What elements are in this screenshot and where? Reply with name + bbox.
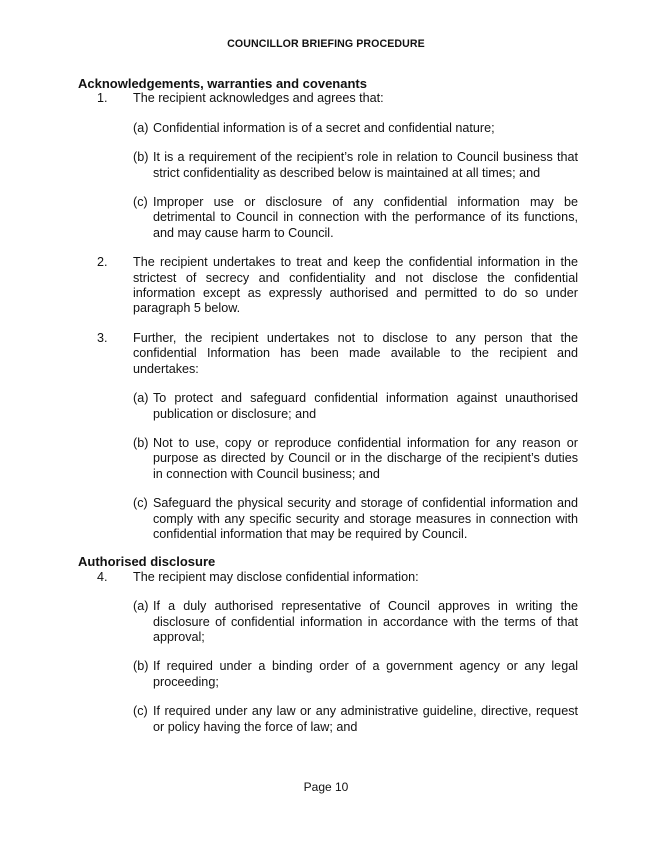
sub-item-label: (c) xyxy=(133,704,148,719)
sub-item-label: (c) xyxy=(133,496,148,511)
numbered-paragraph xyxy=(78,91,578,106)
sub-item-label: (b) xyxy=(133,435,149,450)
sub-item-text: Safeguard the physical security and storage of confidential information and comply with any specific security and storage measures in connection with confidential information that may be required by Council. xyxy=(153,496,578,541)
sub-item-label: (a) xyxy=(133,599,149,614)
numbered-paragraph xyxy=(78,331,578,377)
sub-item xyxy=(78,599,578,645)
sub-item-text: It is a requirement of the recipient’s role in relation to Council business that strict confidentiality as described below is maintained at all times; and xyxy=(153,150,578,180)
paragraph-number: 3. xyxy=(97,330,108,345)
sub-item xyxy=(78,436,578,482)
paragraph-number: 1. xyxy=(97,91,108,106)
sub-item-text: Not to use, copy or reproduce confidential information for any reason or purpose as directed by Council or in the discharge of the recipient’s duties in connection with Council business; and xyxy=(153,435,578,481)
numbered-paragraph xyxy=(78,570,578,585)
paragraph-text: The recipient undertakes to treat and keep the confidential information in the strictest of secrecy and confidentiality and not disclose the confidential information except as expressly authorised and permitted to do so under paragraph 5 below. xyxy=(133,255,578,316)
sub-item-text: If required under any law or any administrative guideline, directive, request or policy having the force of law; and xyxy=(153,704,578,734)
sub-item xyxy=(78,121,578,136)
sub-item xyxy=(78,150,578,181)
sub-item-text: Improper use or disclosure of any confidential information may be detrimental to Council in connection with the performance of its functions, and may cause harm to Council. xyxy=(153,195,578,240)
sub-item xyxy=(78,704,578,735)
page-number: Page 10 xyxy=(303,780,349,794)
sub-item-label: (b) xyxy=(133,659,149,674)
sub-item-label: (c) xyxy=(133,195,148,210)
document-body xyxy=(78,76,578,735)
paragraph-text: The recipient may disclose confidential information: xyxy=(133,569,419,584)
paragraph-text: Further, the recipient undertakes not to disclose to any person that the confidential Information has been made available to the recipient and undertakes: xyxy=(133,330,578,376)
sub-item xyxy=(78,496,578,542)
sub-item-label: (b) xyxy=(133,150,149,165)
sub-item-text: To protect and safeguard confidential information against unauthorised publication or disclosure; and xyxy=(153,391,578,421)
paragraph-number: 4. xyxy=(97,569,108,584)
sub-item xyxy=(78,195,578,241)
sub-item-text: Confidential information is of a secret and confidential nature; xyxy=(153,120,495,135)
sub-item-text: If a duly authorised representative of Council approves in writing the disclosure of confidential information in accordance with the terms of that approval; xyxy=(153,599,578,644)
sub-item-label: (a) xyxy=(133,391,149,406)
numbered-paragraph xyxy=(78,255,578,317)
sub-item xyxy=(78,391,578,422)
section-heading: Acknowledgements, warranties and covenants xyxy=(78,76,367,91)
sub-item-label: (a) xyxy=(133,120,149,135)
section-heading: Authorised disclosure xyxy=(78,554,216,570)
paragraph-number: 2. xyxy=(97,255,108,270)
paragraph-text: The recipient acknowledges and agrees that: xyxy=(133,91,384,106)
sub-item-text: If required under a binding order of a government agency or any legal proceeding; xyxy=(153,659,578,689)
page-header-title: COUNCILLOR BRIEFING PROCEDURE xyxy=(227,38,425,50)
sub-item xyxy=(78,659,578,690)
